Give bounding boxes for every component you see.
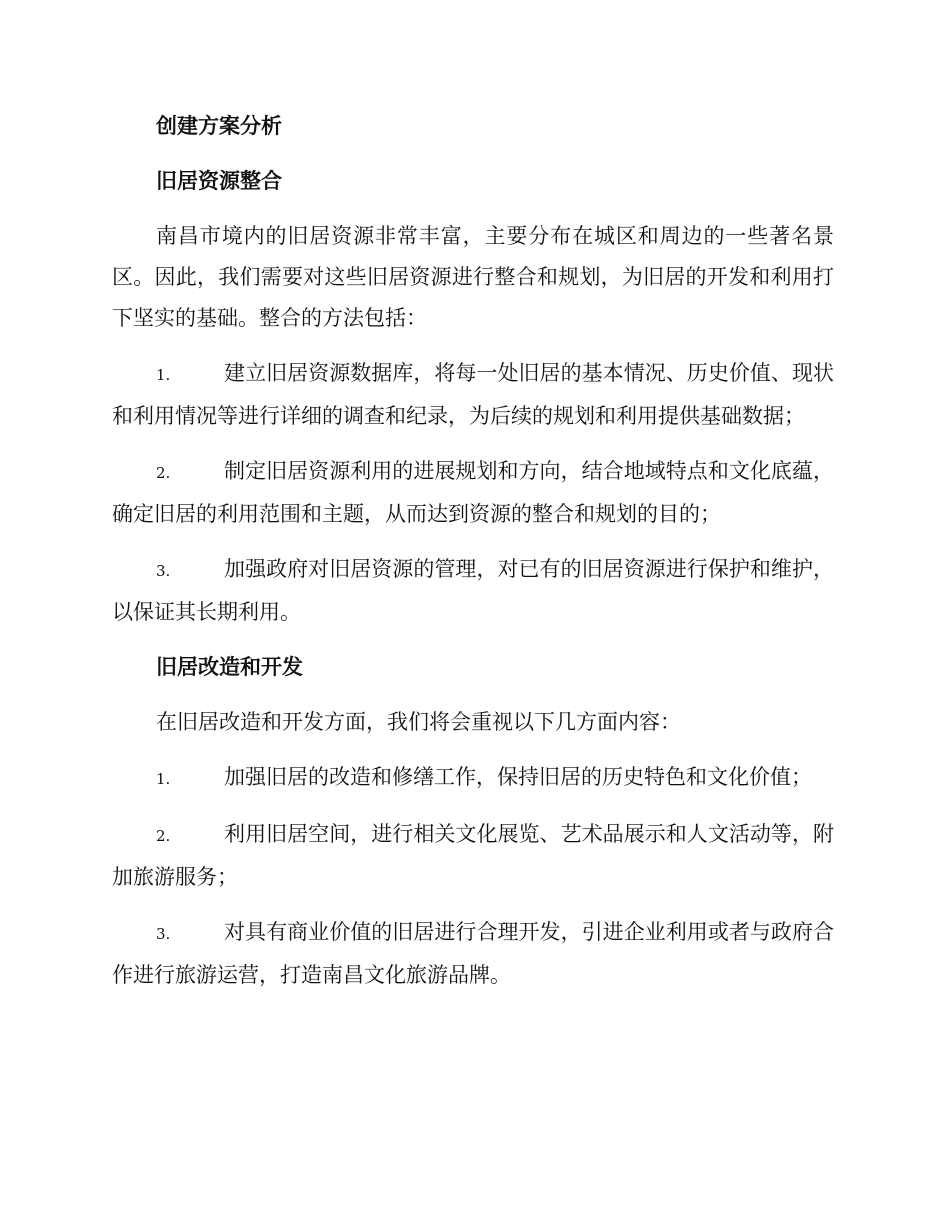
section-intro-renovation: 在旧居改造和开发方面，我们将会重视以下几方面内容： xyxy=(156,710,681,734)
list-item-text: 加强旧居的改造和修缮工作，保持旧居的历史特色和文化价值； xyxy=(224,765,812,789)
document-page xyxy=(112,106,834,1010)
list-item xyxy=(112,353,834,437)
list-item xyxy=(112,814,834,898)
document-title: 创建方案分析 xyxy=(156,114,282,138)
list-item-text: 对具有商业价值的旧居进行合理开发，引进企业利用或者与政府合作进行旅游运营，打造南昌文化旅游品牌。 xyxy=(112,920,834,987)
list-item-number: 1. xyxy=(156,366,171,384)
list-item-text: 利用旧居空间，进行相关文化展览、艺术品展示和人文活动等，附加旅游服务； xyxy=(112,822,834,889)
list-item xyxy=(112,549,834,633)
list-item-number: 2. xyxy=(156,464,171,482)
section-heading-resource-integration: 旧居资源整合 xyxy=(156,169,282,193)
list-item-text: 制定旧居资源利用的进展规划和方向，结合地域特点和文化底蕴，确定旧居的利用范围和主题，从而达到资源的整合和规划的目的； xyxy=(112,459,834,526)
section-heading-renovation: 旧居改造和开发 xyxy=(156,655,303,679)
list-item-text: 建立旧居资源数据库，将每一处旧居的基本情况、历史价值、现状和利用情况等进行详细的调查和纪录，为后续的规划和利用提供基础数据； xyxy=(112,361,834,428)
list-item-number: 1. xyxy=(156,770,171,788)
list-item xyxy=(112,912,834,996)
list-item-number: 2. xyxy=(156,827,171,845)
section-intro-resource-integration: 南昌市境内的旧居资源非常丰富，主要分布在城区和周边的一些著名景区。因此，我们需要对这些旧居资源进行整合和规划，为旧居的开发和利用打下坚实的基础。整合的方法包括： xyxy=(112,224,834,330)
list-item xyxy=(112,451,834,535)
list-item-text: 加强政府对旧居资源的管理，对已有的旧居资源进行保护和维护，以保证其长期利用。 xyxy=(112,557,834,624)
list-item xyxy=(112,757,834,800)
list-item-number: 3. xyxy=(156,562,171,580)
list-item-number: 3. xyxy=(156,925,171,943)
